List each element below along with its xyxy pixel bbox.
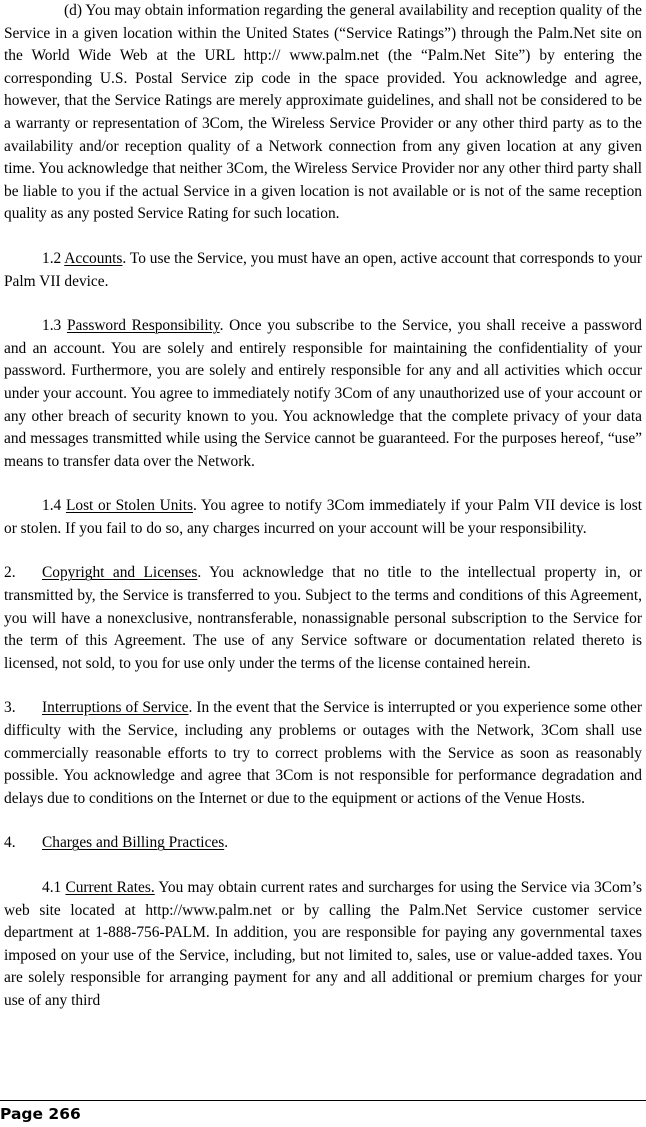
section-2-text: . You acknowledge that no title to the intellectual property in, or transmitted by, the Service is transferred to you. Subject to the terms and conditions of this Agreement, you will have a nonexclusive, nontransferable, nonassignable personal subscription to the Service for the term of this Agreement. The use of any Service software or documentation related thereto is licensed, not sold, to you for use only under the terms of the license contained herein. xyxy=(4,564,642,672)
section-1-2-number: 1.2 xyxy=(42,249,62,267)
section-2-title: Copyright and Licenses xyxy=(42,564,198,582)
section-2-number: 2. xyxy=(4,564,16,582)
section-4-title: Charges and Billing Practices xyxy=(42,834,225,852)
section-1-2 xyxy=(4,248,642,293)
section-3 xyxy=(4,697,642,810)
section-4 xyxy=(4,832,642,855)
section-3-title: Interruptions of Service xyxy=(42,699,189,717)
section-2 xyxy=(4,562,642,675)
page-number: Page 266 xyxy=(0,1105,81,1123)
section-4-text: . xyxy=(224,834,229,852)
section-1-3-text: . Once you subscribe to the Service, you shall receive a password and an account. You are solely and entirely responsible for maintaining the confidentiality of your password. Furthermore, you are solely and entirely responsible for any and all activities which occur under your account. You agree to immediately notify 3Com of any unauthorized use of your account or any other breach of security known to you. You acknowledge that the complete privacy of your data and messages transmitted while using the Service cannot be guaranteed. For the purposes hereof, “use” means to transfer data over the Network. xyxy=(4,317,643,470)
section-1-4-text: . You agree to notify 3Com immediately if your Palm VII device is lost or stolen. If you fail to do so, any charges incurred on your account will be your responsibility. xyxy=(4,497,642,537)
section-3-number: 3. xyxy=(4,699,16,717)
section-3-text: . In the event that the Service is interrupted or you experience some other difficulty with the Service, including any problems or outages with the Network, 3Com shall use commercially reasonable efforts to try to correct problems with the Service as soon as reasonably possible. You acknowledge and agree that 3Com is not responsible for performance degradation and delays due to conditions on the Internet or due to the equipment or actions of the Venue Hosts. xyxy=(4,699,643,807)
section-1-3-number: 1.3 xyxy=(42,317,62,335)
section-4-1-text: You may obtain current rates and surcharges for using the Service via 3Com’s web site located at http://www.palm.net or by calling the Palm.Net Service customer service department at 1-888-756-PALM. In addition, you are responsible for paying any governmental taxes imposed on your use of the Service, including, but not limited to, sales, use or value-added taxes. You are solely responsible for arranging payment for any and all additional or premium charges for your use of any third xyxy=(4,879,642,1009)
section-1-3 xyxy=(4,315,642,473)
document-body xyxy=(4,0,642,1013)
section-1-4-title: Lost or Stolen Units xyxy=(65,497,193,515)
section-1-4 xyxy=(4,495,642,540)
footer-divider xyxy=(0,1100,646,1101)
paragraph-d xyxy=(4,0,642,226)
section-1-2-text: . To use the Service, you must have an open, active account that corresponds to your Palm VII device. xyxy=(4,249,642,290)
paragraph-d-text: (d) You may obtain information regarding the general availability and reception quality of the Service in a given location within the United States (“Service Ratings”) through the Palm.Net site on the World Wide Web at the URL http:// www.palm.net (the “Palm.Net Site”) by entering the corresponding U.S. Postal Service zip code in the space provided. You acknowledge and agree, however, that the Service Ratings are merely approximate guidelines, and shall not be considered to be a warranty or representation of 3Com, the Wireless Service Provider or any other third party as to the availability and/or reception quality of a Network connection from any given location at any given time. You acknowledge that neither 3Com, the Wireless Service Provider nor any other third party shall be liable to you if the actual Service in a given location is not available or is not of the same reception quality as any posted Service Rating for such location. xyxy=(4,2,642,223)
section-1-3-title: Password Responsibility xyxy=(66,317,220,335)
section-4-1-title: Current Rates. xyxy=(65,879,155,896)
section-4-number: 4. xyxy=(4,834,16,852)
section-1-2-title: Accounts xyxy=(64,249,123,267)
section-4-1-number: 4.1 xyxy=(42,879,62,896)
section-1-4-number: 1.4 xyxy=(42,497,62,515)
section-4-1 xyxy=(4,877,642,1013)
